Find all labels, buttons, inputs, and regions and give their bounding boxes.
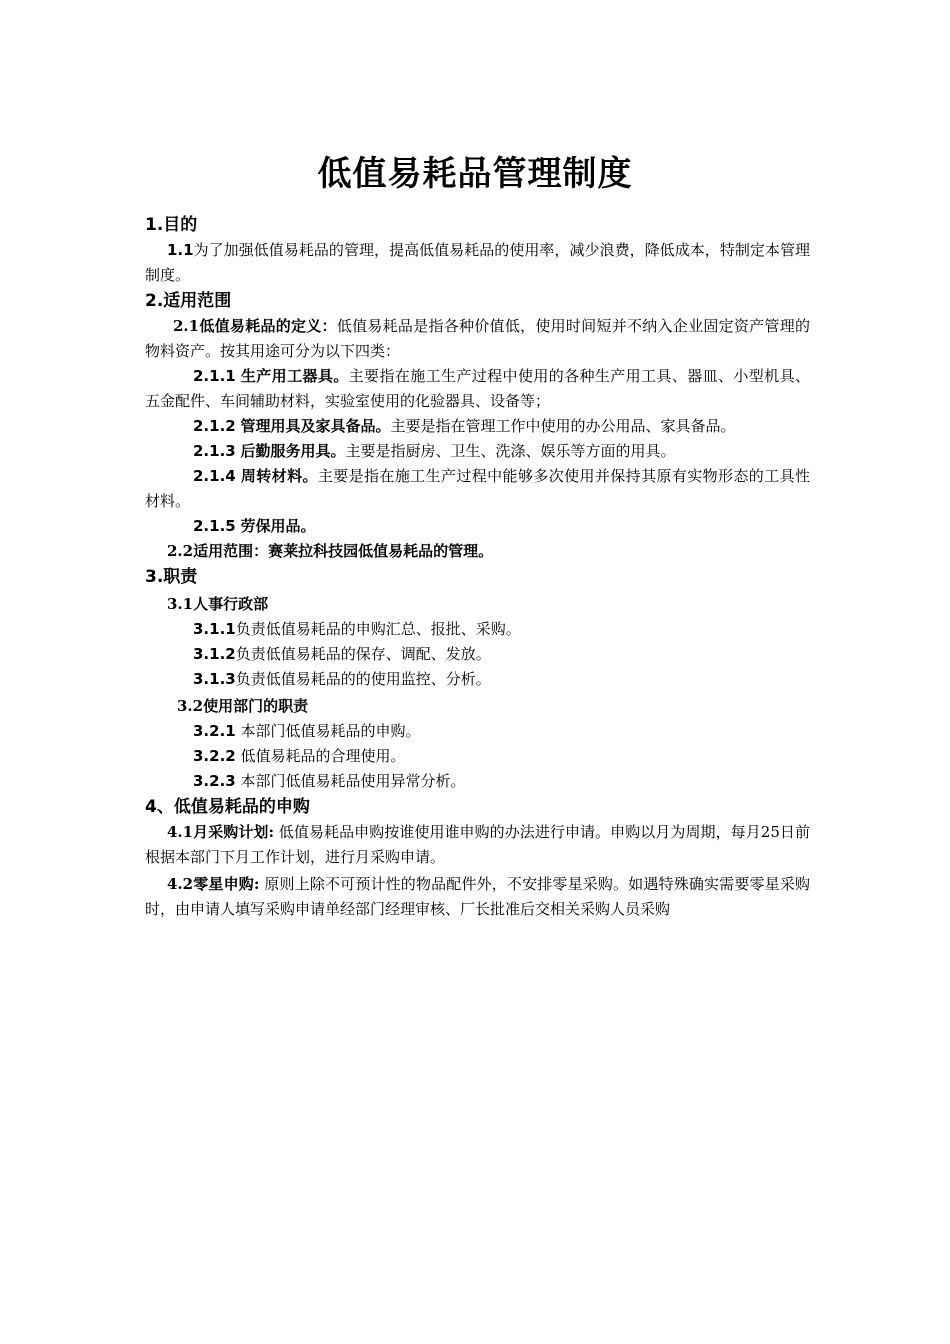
section-4-2-label: 4.2零星申购: bbox=[167, 875, 260, 893]
item-2-1-1-text: 主要指在施工生产过程中使用的各种生产用工具、器皿、小型机具、五金配件、车间辅助材料，实验室使用的化验器具、设备等； bbox=[145, 367, 810, 410]
section-2-2-scope: 2.2适用范围：赛莱拉科技园低值易耗品的管理。 bbox=[167, 542, 494, 560]
item-3-1-3 bbox=[145, 667, 810, 692]
section-2-heading: 2.适用范围 bbox=[145, 291, 232, 311]
item-2-1-4-text: 主要是指在施工生产过程中能够多次使用并保持其原有实物形态的工具性材料。 bbox=[145, 467, 810, 510]
item-3-2-1-text: 本部门低值易耗品的申购。 bbox=[235, 722, 421, 740]
item-2-1-3-number: 2.1.3 bbox=[193, 442, 236, 460]
section-4-2-text: 原则上除不可预计性的物品配件外，不安排零星采购。如遇特殊确实需要零星采购时，由申请人填写采购申请单经部门经理审核、厂长批准后交相关采购人员采购 bbox=[145, 875, 810, 918]
item-3-1-1-number: 3.1.1 bbox=[193, 620, 236, 638]
item-2-1-3 bbox=[145, 439, 810, 464]
item-3-2-1 bbox=[145, 719, 810, 744]
section-4-1-text: 低值易耗品申购按谁使用谁申购的办法进行申请。申购以月为周期，每月25日前根据本部门下月工作计划，进行月采购申请。 bbox=[145, 823, 810, 866]
item-2-1-2-label: 管理用具及家具备品。 bbox=[240, 417, 391, 435]
section-1-heading: 1.目的 bbox=[145, 215, 198, 235]
section-2-1-number: 2.1 bbox=[173, 317, 200, 335]
section-1-1-text: 为了加强低值易耗品的管理，提高低值易耗品的使用率，减少浪费，降低成本，特制定本管理制度。 bbox=[145, 241, 810, 284]
section-3-1-heading: 3.1人事行政部 bbox=[167, 595, 269, 613]
section-1-1-paragraph bbox=[145, 238, 810, 288]
section-4-1-label: 4.1月采购计划: bbox=[167, 823, 274, 841]
item-3-2-2-text: 低值易耗品的合理使用。 bbox=[235, 747, 406, 765]
section-2-1-paragraph bbox=[145, 314, 810, 364]
item-3-2-1-number: 3.2.1 bbox=[193, 722, 236, 740]
item-2-1-4-label: 周转材料。 bbox=[240, 467, 318, 485]
item-3-1-1 bbox=[145, 617, 810, 642]
item-3-1-2 bbox=[145, 642, 810, 667]
section-4-heading: 4、低值易耗品的申购 bbox=[145, 797, 310, 817]
item-2-1-5-number: 2.1.5 bbox=[193, 517, 236, 535]
document-body bbox=[145, 212, 810, 922]
item-2-1-4-number: 2.1.4 bbox=[193, 467, 236, 485]
item-3-1-3-number: 3.1.3 bbox=[193, 670, 236, 688]
item-2-1-3-text: 主要是指厨房、卫生、洗涤、娱乐等方面的用具。 bbox=[345, 442, 676, 460]
item-2-1-2-number: 2.1.2 bbox=[193, 417, 236, 435]
item-3-1-2-number: 3.1.2 bbox=[193, 645, 236, 663]
item-3-2-2-number: 3.2.2 bbox=[193, 747, 236, 765]
section-2-1-text: 低值易耗品是指各种价值低，使用时间短并不纳入企业固定资产管理的物料资产。按其用途可分为以下四类： bbox=[145, 317, 810, 360]
item-2-1-2-text: 主要是指在管理工作中使用的办公用品、家具备品。 bbox=[390, 417, 736, 435]
item-2-1-1-number: 2.1.1 bbox=[193, 367, 236, 385]
section-4-2-paragraph bbox=[145, 872, 810, 922]
item-2-1-3-label: 后勤服务用具。 bbox=[240, 442, 346, 460]
item-3-2-3-number: 3.2.3 bbox=[193, 772, 236, 790]
item-3-1-2-text: 负责低值易耗品的保存、调配、发放。 bbox=[235, 645, 491, 663]
section-1-1-number: 1.1 bbox=[167, 241, 194, 259]
item-2-1-1 bbox=[145, 364, 810, 414]
item-2-1-1-label: 生产用工器具。 bbox=[240, 367, 349, 385]
item-3-2-2 bbox=[145, 744, 810, 769]
item-2-1-5-label: 劳保用品。 bbox=[240, 517, 316, 535]
item-3-2-3-text: 本部门低值易耗品使用异常分析。 bbox=[235, 772, 466, 790]
section-3-2-heading: 3.2使用部门的职责 bbox=[177, 697, 309, 715]
item-2-1-2 bbox=[145, 414, 810, 439]
item-3-1-3-text: 负责低值易耗品的的使用监控、分析。 bbox=[235, 670, 491, 688]
item-3-1-1-text: 负责低值易耗品的申购汇总、报批、采购。 bbox=[235, 620, 521, 638]
item-3-2-3 bbox=[145, 769, 810, 794]
section-4-1-paragraph bbox=[145, 820, 810, 870]
item-2-1-5 bbox=[145, 514, 810, 539]
item-2-1-4 bbox=[145, 464, 810, 514]
document-title: 低值易耗品管理制度 bbox=[317, 154, 633, 194]
section-2-1-label: 低值易耗品的定义： bbox=[199, 317, 337, 335]
section-3-heading: 3.职责 bbox=[145, 567, 198, 587]
